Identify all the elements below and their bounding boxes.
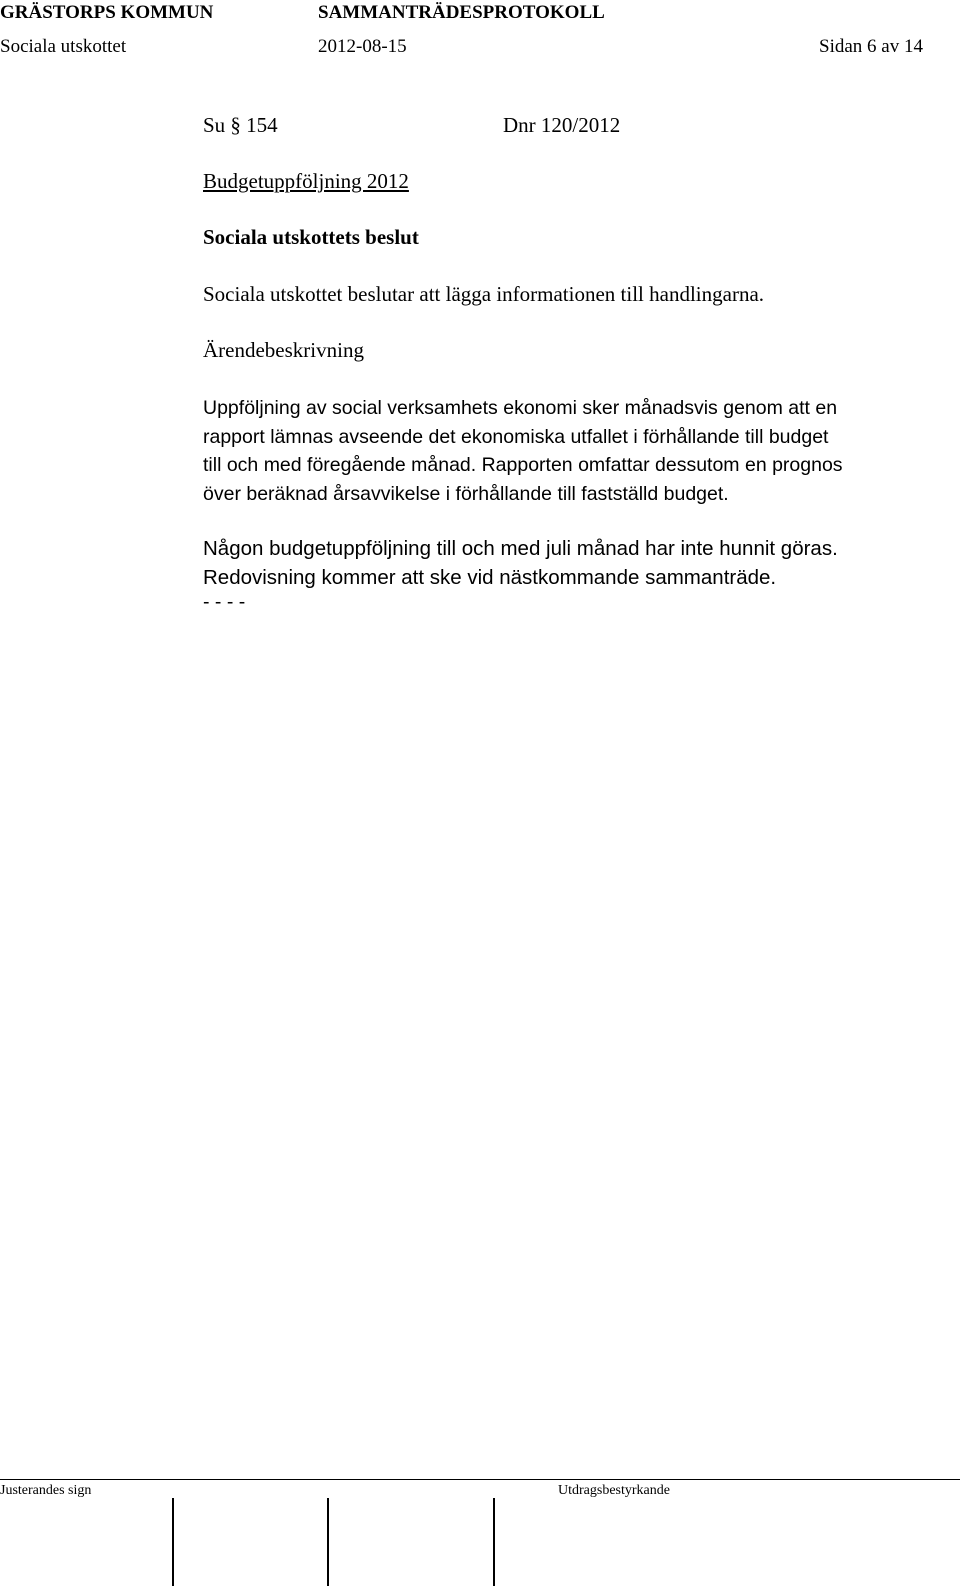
text-line: Redovisning kommer att ske vid nästkommande sammanträde. bbox=[203, 565, 777, 589]
committee-name: Sociala utskottet bbox=[0, 36, 127, 57]
page-number: Sidan 6 av 14 bbox=[819, 36, 923, 57]
signature-field-divider bbox=[172, 1498, 174, 1586]
signature-field-divider bbox=[493, 1498, 495, 1586]
text-line: till och med föregående månad. Rapporten omfattar dessutom en prognos bbox=[203, 454, 843, 476]
text-line: Någon budgetuppföljning till och med juli månad har inte hunnit göras. bbox=[203, 537, 838, 560]
decision-heading: Sociala utskottets beslut bbox=[203, 225, 419, 249]
meeting-date: 2012-08-15 bbox=[318, 36, 407, 57]
footer-divider bbox=[0, 1479, 960, 1480]
extract-certification-label: Utdragsbestyrkande bbox=[558, 1483, 670, 1498]
description-paragraph-1 bbox=[203, 394, 923, 508]
case-title: Budgetuppföljning 2012 bbox=[203, 169, 409, 193]
adjusters-sign-label: Justerandes sign bbox=[0, 1483, 92, 1498]
diary-number: Dnr 120/2012 bbox=[503, 113, 621, 137]
description-paragraph-2 bbox=[203, 535, 923, 592]
signature-field-divider bbox=[327, 1498, 329, 1586]
end-marker: - - - - bbox=[203, 591, 246, 613]
text-line: över beräknad årsavvikelse i förhållande till fastställd budget. bbox=[203, 482, 729, 505]
document-type: SAMMANTRÄDESPROTOKOLL bbox=[318, 2, 605, 23]
paragraph-number: Su § 154 bbox=[203, 113, 278, 137]
text-line: rapport lämnas avseende det ekonomiska utfallet i förhållande till budget bbox=[203, 425, 829, 448]
decision-text: Sociala utskottet beslutar att lägga informationen till handlingarna. bbox=[203, 282, 765, 306]
municipality-name: GRÄSTORPS KOMMUN bbox=[0, 2, 214, 23]
text-line: Uppföljning av social verksamhets ekonomi sker månadsvis genom att en bbox=[203, 397, 838, 419]
description-heading: Ärendebeskrivning bbox=[203, 338, 364, 362]
